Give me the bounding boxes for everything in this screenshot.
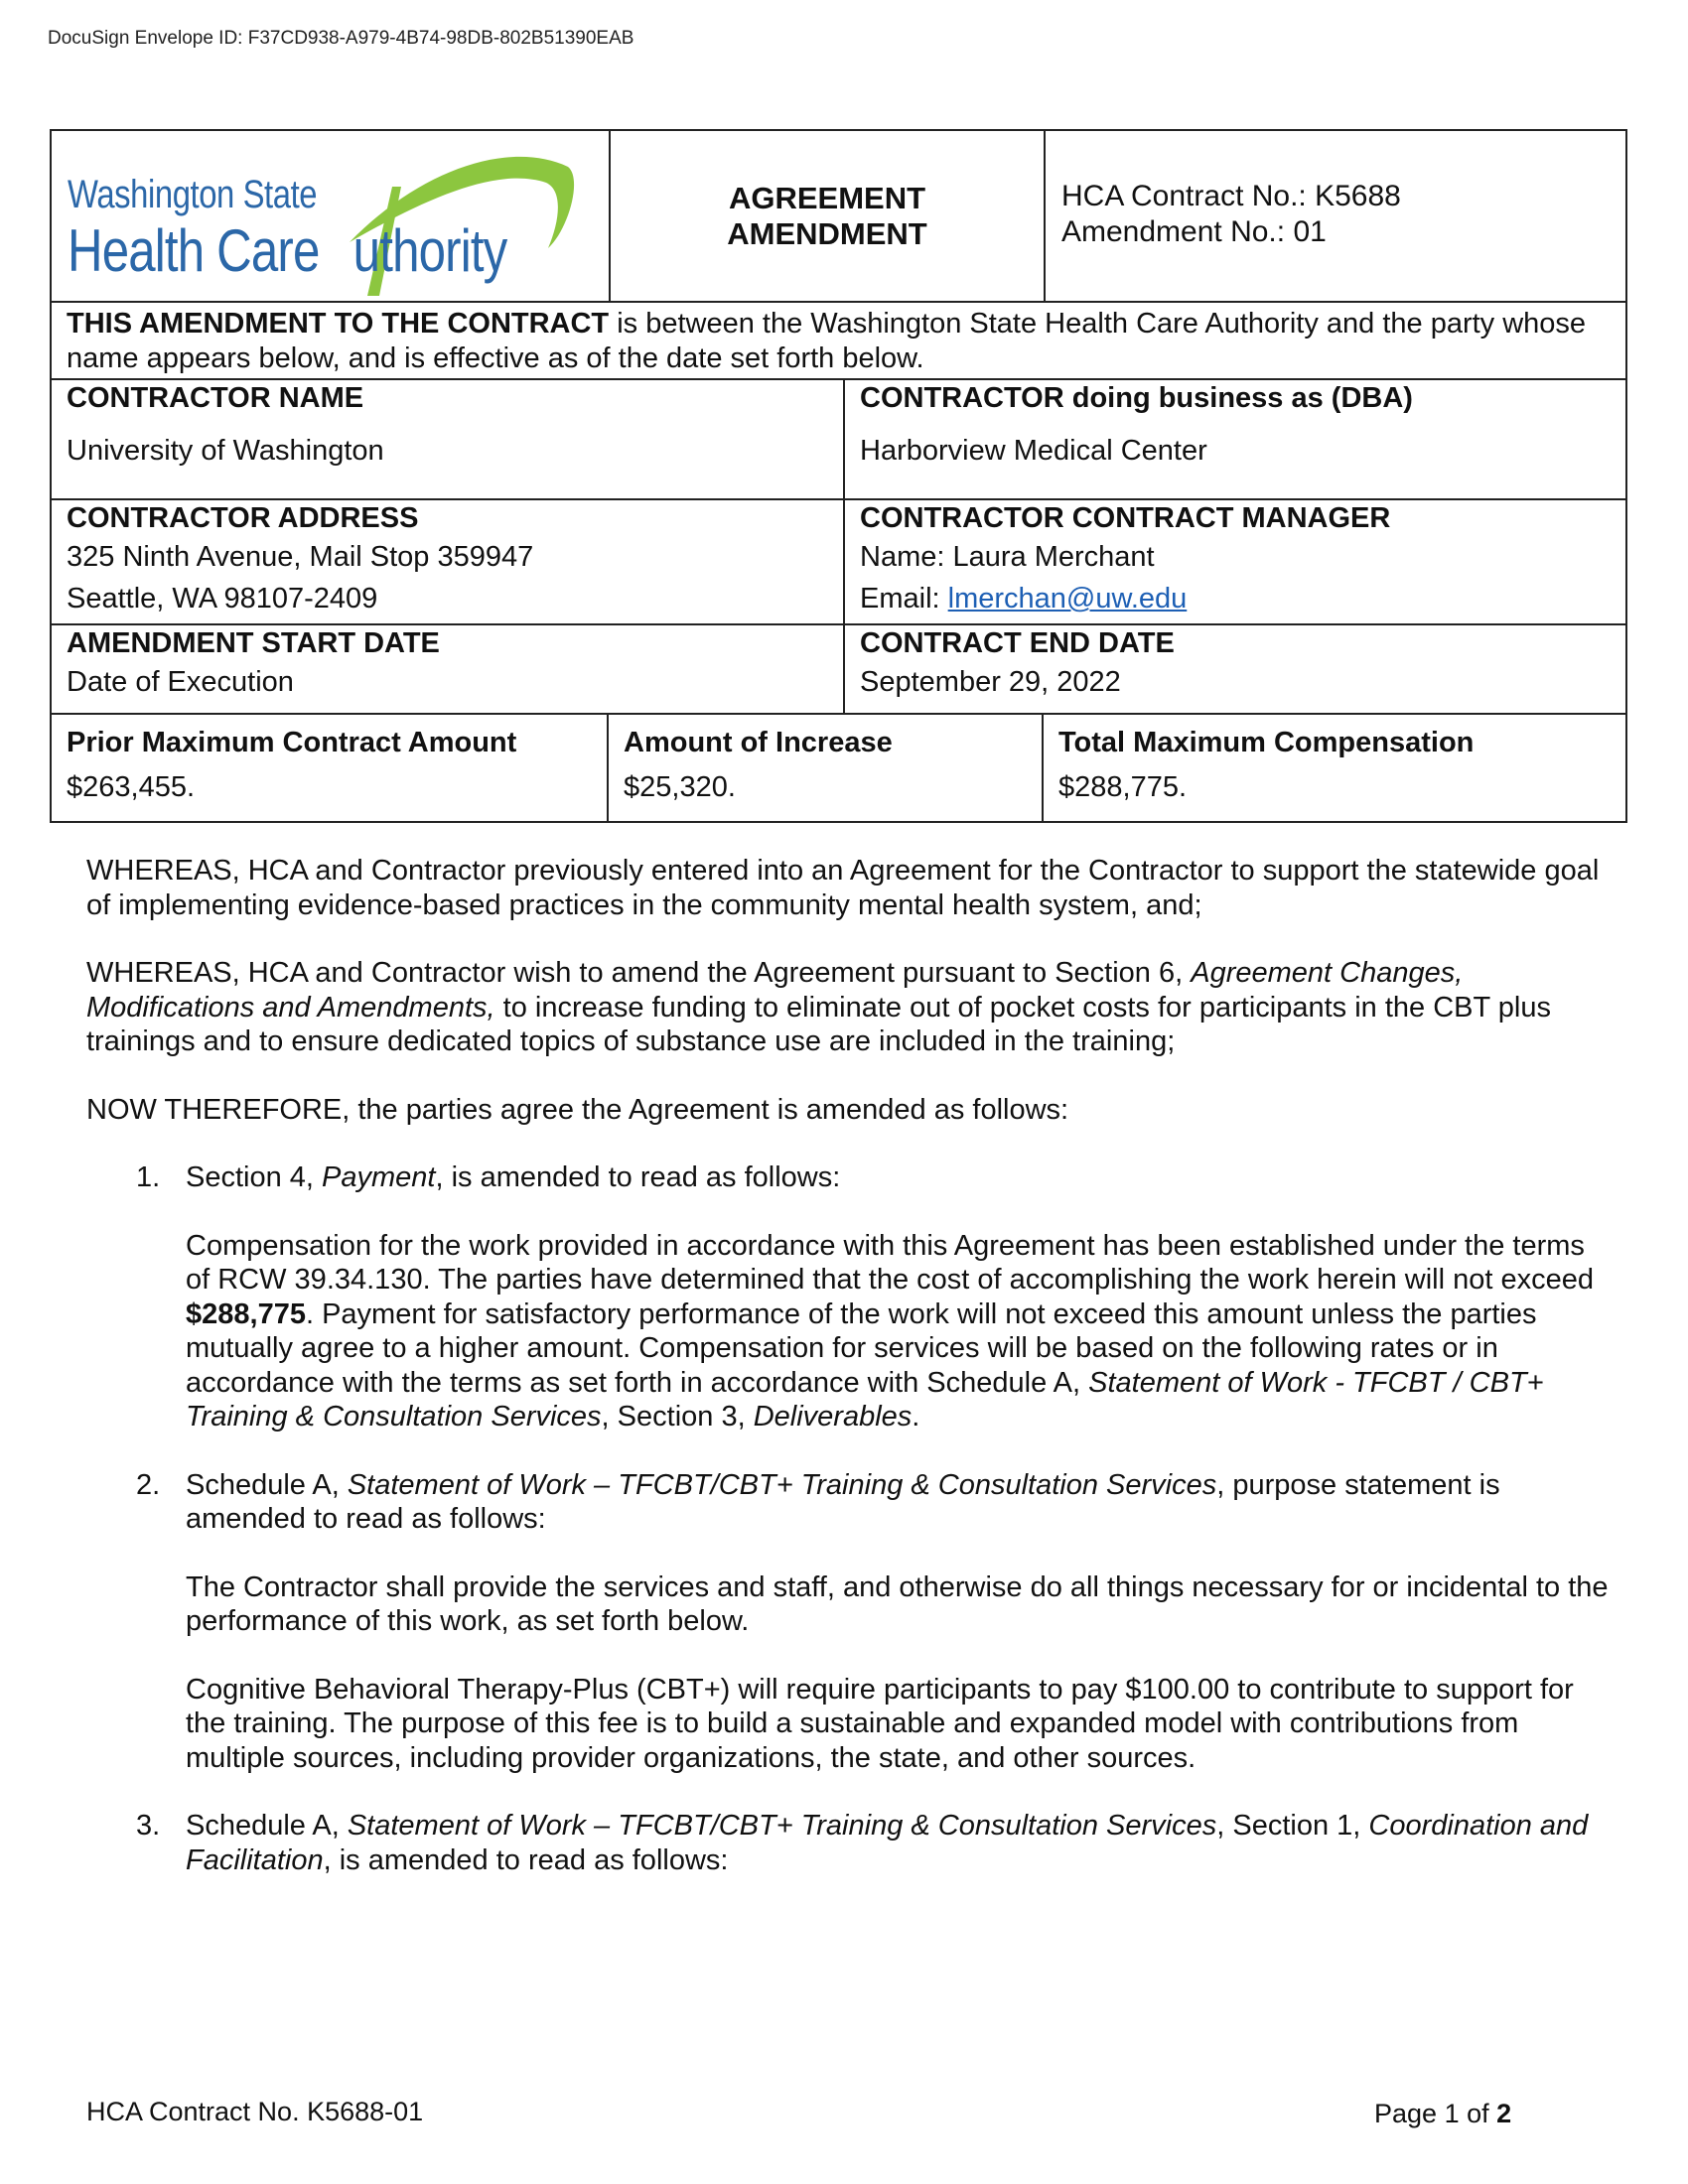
- total-label: Total Maximum Compensation: [1058, 727, 1475, 758]
- contractor-name-row: [50, 378, 1627, 500]
- manager-email-link[interactable]: lmerchan@uw.edu: [947, 583, 1188, 614]
- document-title: [611, 131, 1046, 301]
- intro-text: is between the Washington State Health Care Authority and the party whose name appears below, and is effective as of the date set forth below.: [67, 308, 1587, 374]
- hca-logo: [52, 131, 611, 301]
- prior-amount-value: $263,455.: [67, 771, 196, 803]
- increase-label: Amount of Increase: [624, 727, 893, 758]
- logo-line-1: Washington State: [68, 173, 318, 216]
- address-label: CONTRACTOR ADDRESS: [67, 502, 419, 534]
- intro-statement: [50, 301, 1627, 380]
- title-line-1: AGREEMENT: [728, 180, 926, 215]
- amounts-row: [50, 713, 1627, 823]
- contractor-name-value: University of Washington: [67, 435, 384, 467]
- dates-row: [50, 623, 1627, 715]
- contractor-name-label: CONTRACTOR NAME: [67, 382, 364, 414]
- prior-amount-label: Prior Maximum Contract Amount: [67, 727, 517, 758]
- dba-value: Harborview Medical Center: [860, 435, 1207, 467]
- amendment-body: [86, 854, 1616, 1911]
- whereas-1: WHEREAS, HCA and Contractor previously entered into an Agreement for the Contractor to support the statewide goal of implementing evidence-based practices in the community mental health system, and;: [86, 855, 1600, 921]
- address-line-2: Seattle, WA 98107-2409: [67, 583, 378, 614]
- dba-label: CONTRACTOR doing business as (DBA): [860, 382, 1413, 414]
- docusign-envelope-id: DocuSign Envelope ID: F37CD938-A979-4B74-98DB-802B51390EAB: [48, 28, 634, 49]
- amendment-item-2: 2. Schedule A, Statement of Work – TFCBT/CBT+ Training & Consultation Services, purpose statement is amended to read as follows: The Contractor shall provide the services and staff, and otherwise do all things necessary for or incidental to the performance of this work, as set forth below. Cognitive Behavioral Therapy-Plus (CBT+) will require participants to pay $100.00 to contribute to support for the training. The purpose of this fee is to build a sustainable and expanded model with contributions from multiple sources, including provider organizations, the state, and other sources.: [136, 1468, 1609, 1774]
- manager-name: Name: Laura Merchant: [860, 541, 1155, 573]
- amendment-number: Amendment No.: 01: [1061, 215, 1327, 248]
- amendment-item-3: 3. Schedule A, Statement of Work – TFCBT/CBT+ Training & Consultation Services, Section 1, Coordination and Facilitation, is amended to read as follows:: [136, 1810, 1589, 1876]
- header-table: [50, 129, 1627, 303]
- intro-bold: THIS AMENDMENT TO THE CONTRACT: [67, 308, 610, 340]
- logo-line-2: Health Care uthority: [68, 217, 507, 284]
- manager-email-row: Email: lmerchan@uw.edu: [860, 583, 1188, 614]
- page-indicator: Page 1 of 2: [1374, 2099, 1512, 2128]
- now-therefore: NOW THEREFORE, the parties agree the Agreement is amended as follows:: [86, 1093, 1069, 1126]
- start-date-value: Date of Execution: [67, 666, 294, 698]
- amendment-item-1: 1. Section 4, Payment, is amended to read as follows: Compensation for the work provided in accordance with this Agreement has been established under the terms of RCW 39.34.130. The parties have determined that the cost of accomplishing the work herein will not exceed $288,775. Payment for satisfactory performance of the work will not exceed this amount unless the parties mutually agree to a higher amount. Compensation for services will be based on the following rates or in accordance with the terms as set forth in accordance with Schedule A, Statement of Work - TFCBT / CBT+ Training & Consultation Services, Section 3, Deliverables.: [136, 1161, 1595, 1433]
- end-date-label: CONTRACT END DATE: [860, 627, 1175, 659]
- footer-contract-number: HCA Contract No. K5688-01: [86, 2097, 424, 2126]
- manager-label: CONTRACTOR CONTRACT MANAGER: [860, 502, 1391, 534]
- whereas-2: WHEREAS, HCA and Contractor wish to amend the Agreement pursuant to Section 6, Agreement Changes, Modifications and Amendments, to increase funding to eliminate out of pocket costs for participants in the CBT plus trainings and to ensure dedicated topics of substance use are included in the training;: [86, 957, 1551, 1057]
- end-date-value: September 29, 2022: [860, 666, 1121, 698]
- increase-value: $25,320.: [624, 771, 736, 803]
- contract-number: HCA Contract No.: K5688: [1061, 180, 1401, 212]
- address-line-1: 325 Ninth Avenue, Mail Stop 359947: [67, 541, 534, 573]
- title-line-2: AMENDMENT: [727, 215, 927, 251]
- total-value: $288,775.: [1058, 771, 1188, 803]
- address-row: [50, 498, 1627, 625]
- contract-ids: [1046, 131, 1625, 301]
- start-date-label: AMENDMENT START DATE: [67, 627, 440, 659]
